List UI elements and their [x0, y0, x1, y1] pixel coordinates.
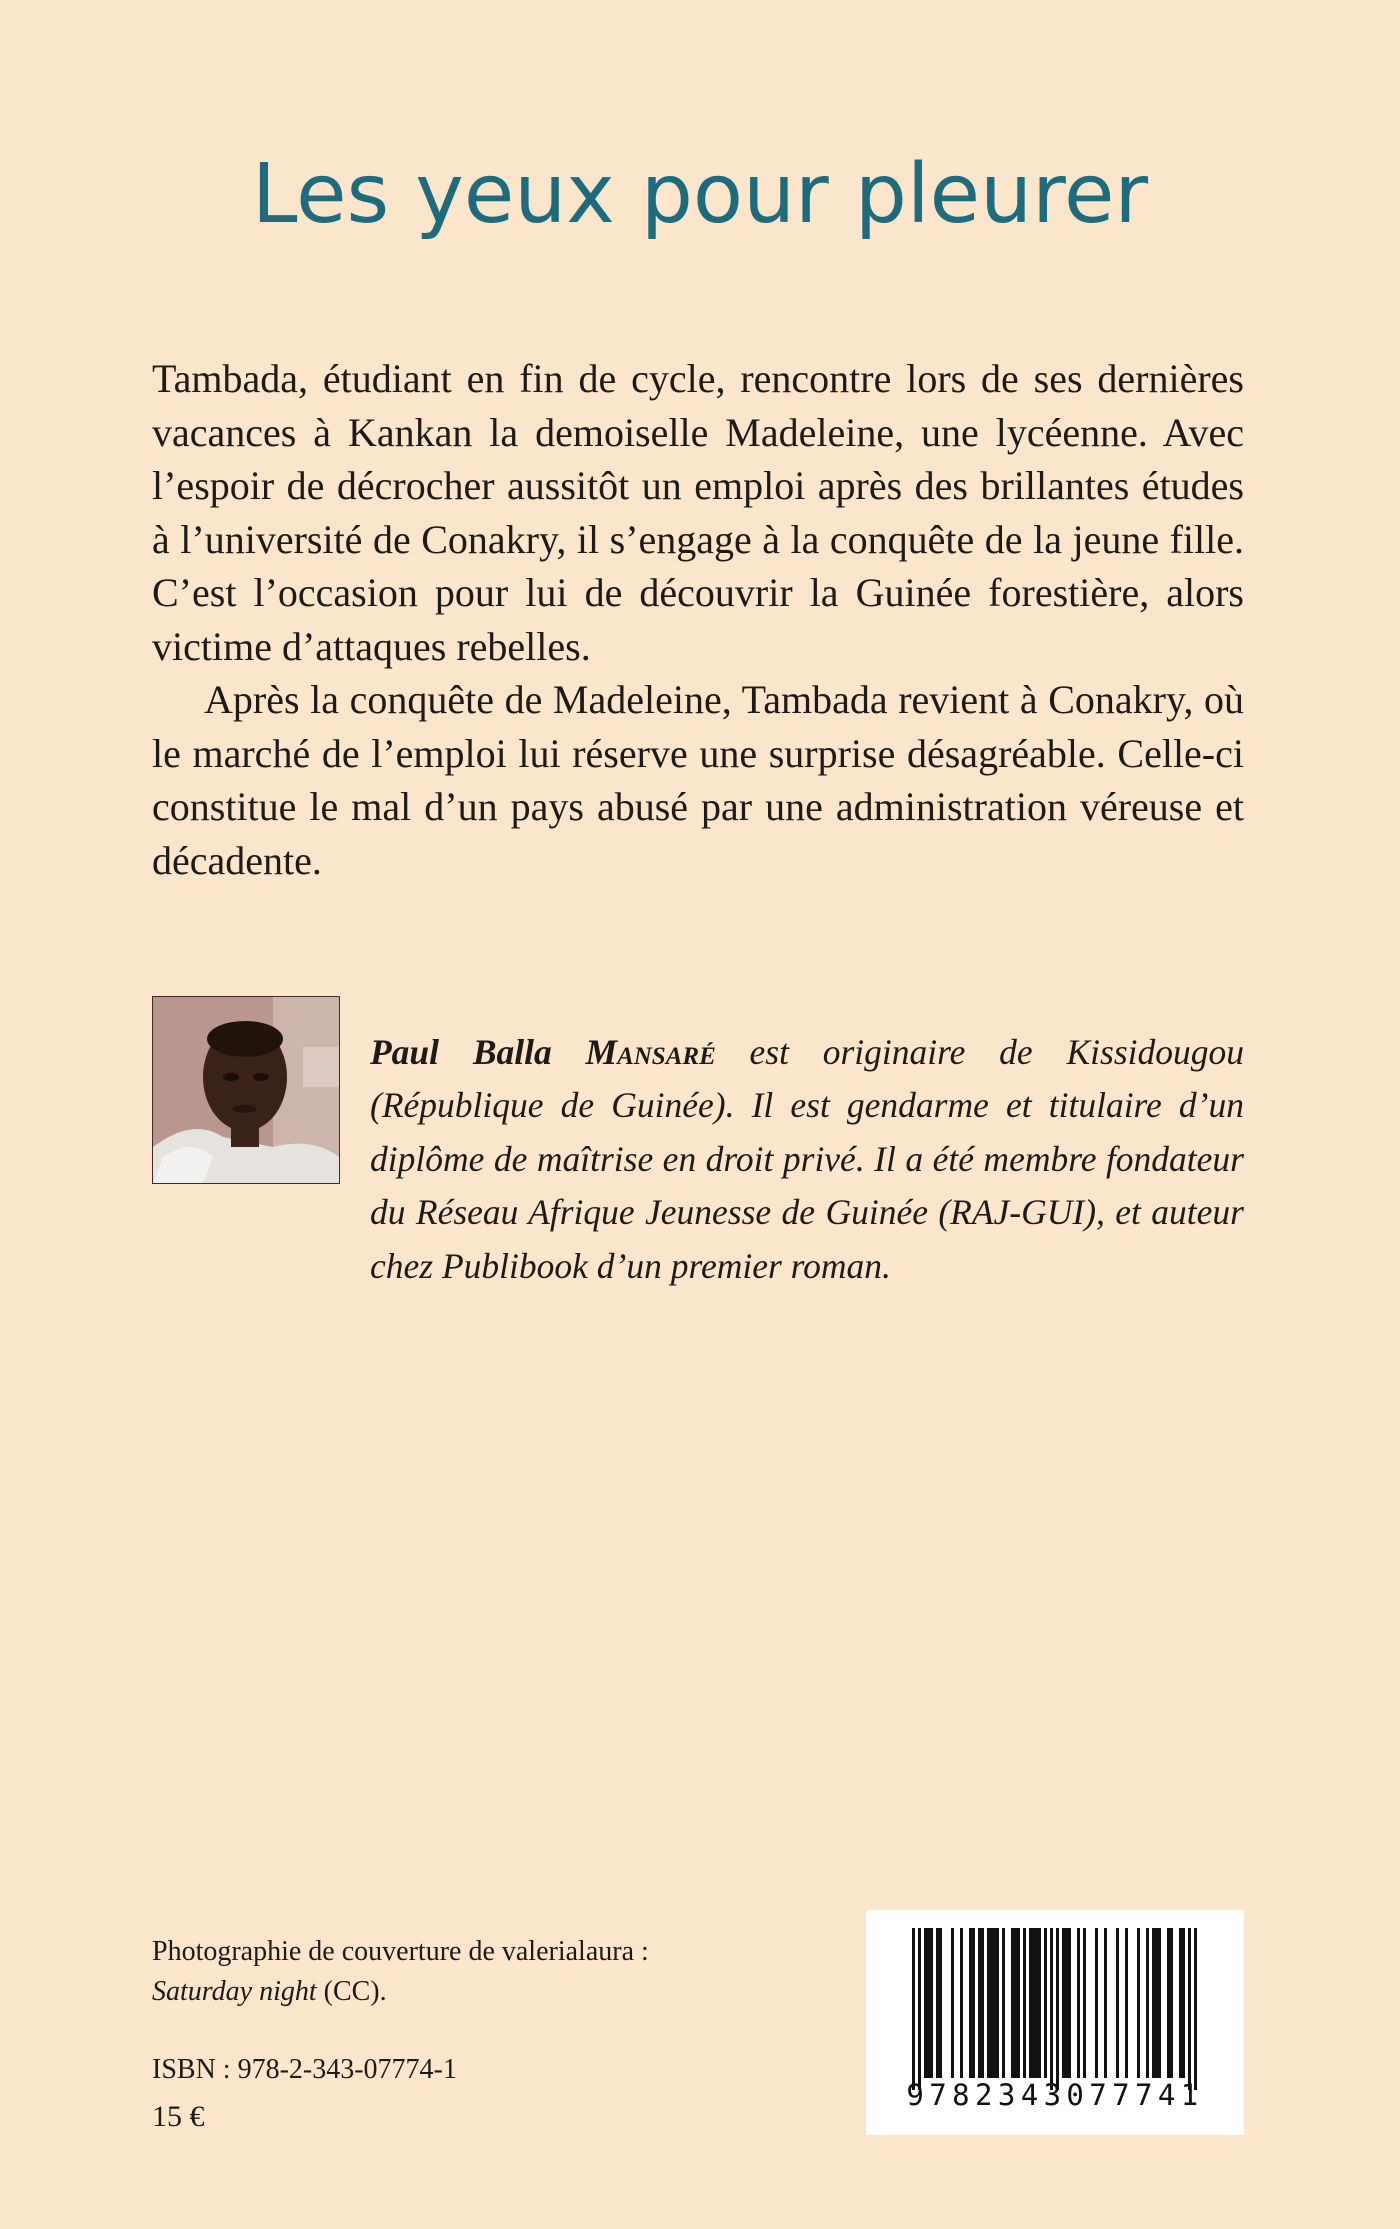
barcode-bar [927, 1928, 930, 2078]
barcode-bar [969, 1928, 972, 2078]
barcode-bar [939, 1928, 942, 2078]
author-bio-text: est originaire de Kissidougou (République de Guinée). Il est gendarme et titulaire d’un diplôme de maîtrise en droit privé. Il a été membre fondateur du Réseau Afrique Jeunesse de Guinée (RAJ-GUI), et auteur chez Publibook d’un premier roman. [370, 1031, 1245, 1286]
isbn: ISBN : 978-2-343-07774-1 [152, 2054, 457, 2085]
barcode-bar [912, 1928, 915, 2090]
barcode-bar [1011, 1928, 1014, 2078]
author-photo [152, 996, 340, 1184]
barcode-bar [1188, 1928, 1191, 2090]
price: 15 € [152, 2100, 205, 2133]
photo-work-title: Saturday night [152, 1976, 317, 2007]
barcode-bar [1065, 1928, 1068, 2078]
barcode-bar [930, 1928, 933, 2078]
barcode-bar [990, 1928, 993, 2078]
barcode-bar [1023, 1928, 1026, 2078]
barcode-bar [951, 1928, 954, 2078]
barcode-bar [1095, 1928, 1098, 2078]
photo-license: (CC). [323, 1976, 387, 2007]
photo-credit [152, 1932, 802, 2012]
photo-credit-line: Photographie de couverture de valerialaura : [152, 1936, 649, 1967]
barcode-bar [1146, 1928, 1149, 2078]
barcode-bar [978, 1928, 981, 2078]
barcode-bar [1167, 1928, 1170, 2078]
book-title: Les yeux pour pleurer [251, 146, 1149, 242]
author-surname: Mansaré [585, 1031, 716, 1072]
barcode-bar [1104, 1928, 1107, 2078]
barcode-bar [1014, 1928, 1017, 2078]
barcode-bar [936, 1928, 939, 2078]
author-bio [370, 1026, 1244, 1294]
barcode-bar [1077, 1928, 1080, 2078]
barcode-bar [918, 1928, 921, 2090]
barcode-bar [1032, 1928, 1035, 2078]
barcode-bar [1158, 1928, 1161, 2078]
barcode-bar [1017, 1928, 1020, 2078]
author-first-names: Paul Balla [370, 1031, 552, 1072]
barcode-digits: 9782343077741 [906, 2078, 1204, 2112]
barcode-bar [1035, 1928, 1038, 2078]
summary-paragraph-2: Après la conquête de Madeleine, Tambada revient à Conakry, où le marché de l’emploi lui réserve une surprise désagréable. Celle-ci constitue le mal d’un pays abusé par une administration véreuse et décadente. [152, 677, 1244, 883]
barcode-bar [981, 1928, 984, 2078]
barcode-bar [960, 1928, 963, 2078]
barcode-bar [987, 1928, 990, 2078]
barcode-bar [1056, 1928, 1059, 2090]
barcode-bar [972, 1928, 975, 2078]
barcode-bar [1155, 1928, 1158, 2078]
barcode-bar [1029, 1928, 1032, 2078]
barcode-bar [1170, 1928, 1173, 2078]
barcode-bar [1152, 1928, 1155, 2078]
barcode-bar [1068, 1928, 1071, 2078]
barcode-bar [996, 1928, 999, 2078]
barcode-bar [1038, 1928, 1041, 2078]
barcode-bar [1050, 1928, 1053, 2090]
barcode-bar [1044, 1928, 1047, 2078]
barcode-bar [1194, 1928, 1197, 2090]
barcode-bar [993, 1928, 996, 2078]
barcode-bar [1182, 1928, 1185, 2078]
barcode-bar [1125, 1928, 1128, 2078]
barcode-bar [1137, 1928, 1140, 2078]
barcode-bar [1116, 1928, 1119, 2078]
barcode-bar [924, 1928, 927, 2078]
summary-paragraph-1: Tambada, étudiant en fin de cycle, rencontre lors de ses dernières vacances à Kankan la demoiselle Madeleine, une lycéenne. Avec l’espoir de décrocher aussitôt un emploi après des brillantes études à l’université de Conakry, il s’engage à la conquête de la jeune fille. C’est l’occasion pour lui de découvrir la Guinée forestière, alors victime d’attaques rebelles. [152, 356, 1244, 669]
barcode [866, 1910, 1244, 2135]
barcode-bar [1002, 1928, 1005, 2078]
barcode-bar [1179, 1928, 1182, 2078]
author-portrait-image [153, 997, 339, 1183]
barcode-bar [1062, 1928, 1065, 2078]
book-summary [152, 352, 1244, 887]
barcode-bar [1083, 1928, 1086, 2078]
